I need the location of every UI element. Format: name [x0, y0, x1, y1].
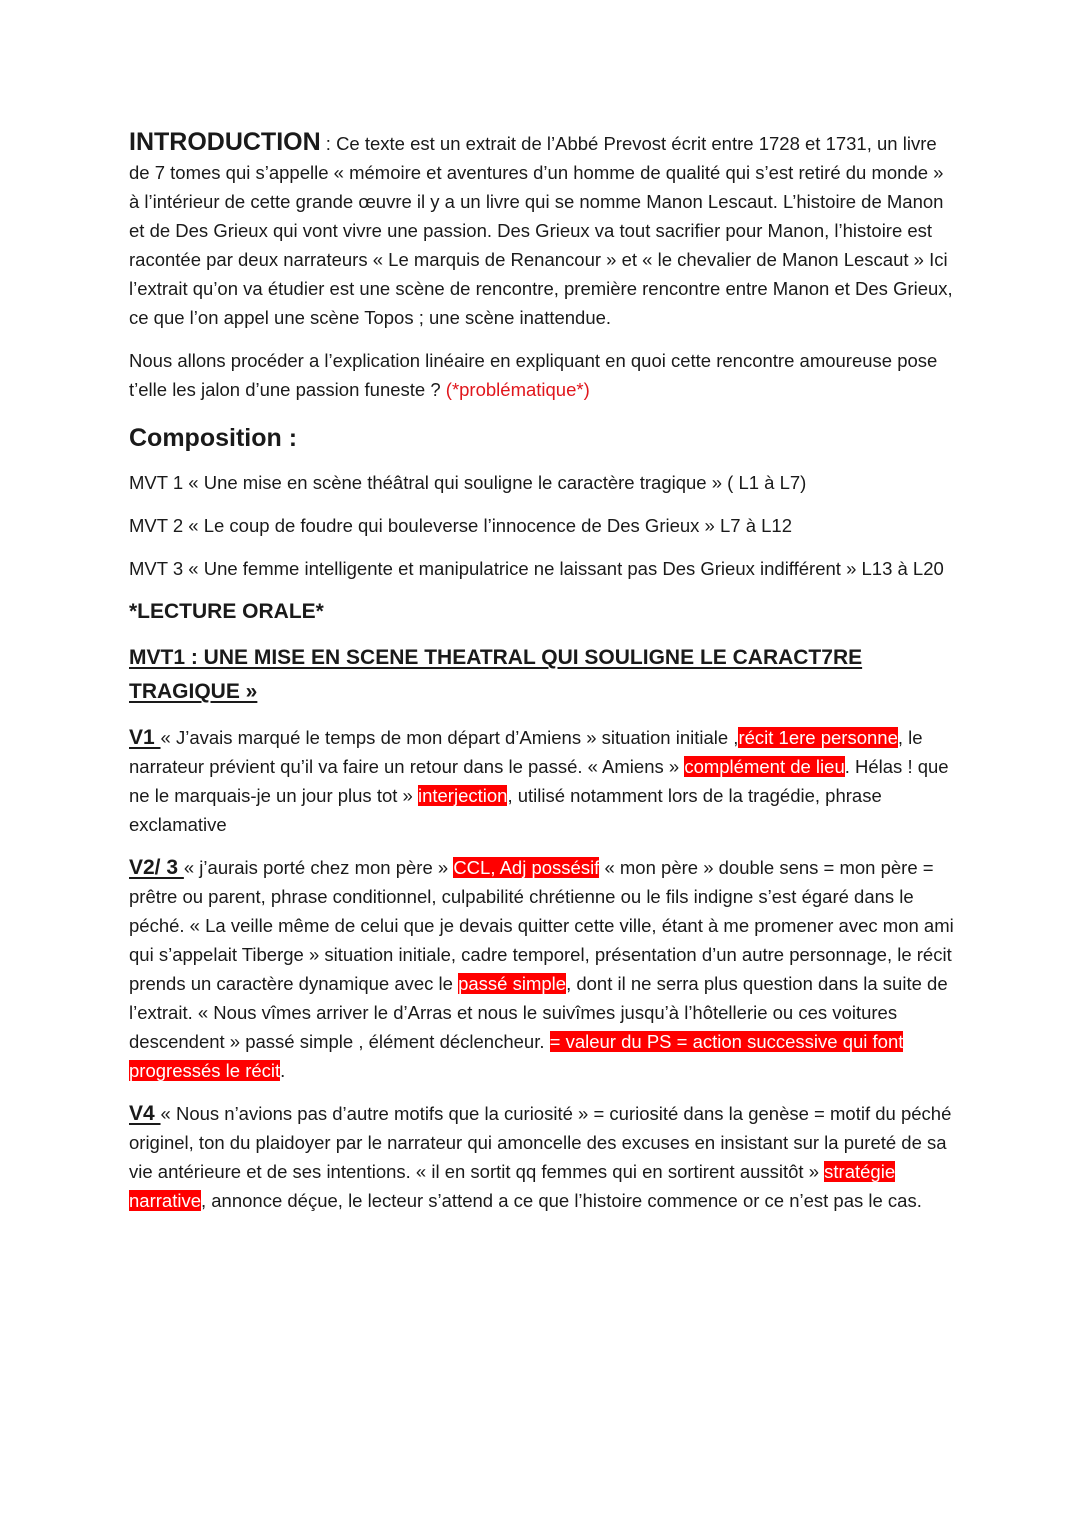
- composition-item-2: MVT 2 « Le coup de foudre qui bouleverse l’innocence de Des Grieux » L7 à L12: [129, 515, 793, 536]
- v1-text-3: . Hélas ! que ne le marquais-je un jour plus tot »: [129, 756, 949, 806]
- v1-label: V1: [129, 726, 161, 749]
- v23-text-2: « mon père » double sens = mon père = prêtre ou parent, phrase conditionnel, culpabilité chrétienne ou le fils indigne s’est égaré dans le péché. « La veille même de celui que je devais quitter cette ville, étant à me promener avec mon ami qui s’appelait Tiberge » situation initiale, cadre temporel, présentation d’un autre personnage, le récit prends un caractère dynamique avec le: [129, 857, 954, 994]
- problem-paragraph: [129, 346, 954, 404]
- v1-text-4: , utilisé notamment lors de la tragédie, phrase exclamative: [129, 785, 882, 835]
- document-page: [129, 128, 954, 1215]
- v23-highlight-2: passé simple: [458, 973, 567, 994]
- v23-text-1: « j’aurais porté chez mon père »: [183, 857, 454, 878]
- v1-highlight-3: interjection: [417, 785, 508, 806]
- v23-highlight-3: = valeur du PS = action successive qui font progressés le récit: [129, 1031, 904, 1081]
- v23-text-4: .: [280, 1060, 286, 1081]
- v4-label: V4: [129, 1102, 161, 1125]
- intro-text: : Ce texte est un extrait de l’Abbé Prevost écrit entre 1728 et 1731, un livre de 7 tomes qui s’appelle « mémoire et aventures d’un homme de qualité qui s’est retiré du monde » à l’intérieur de cette grande œuvre il y a un livre qui se nomme Manon Lescaut. L’histoire de Manon et de Des Grieux qui vont vivre une passion. Des Grieux va tout sacrifier pour Manon, l’histoire est racontée par deux narrateurs « Le marquis de Renancour » et « le chevalier de Manon Lescaut » Ici l’extrait qu’on va étudier est une scène de rencontre, première rencontre entre Manon et Des Grieux, ce que l’on appel une scène Topos ; une scène inattendue.: [129, 133, 953, 328]
- v1-highlight-1: récit 1ere personne: [738, 727, 898, 748]
- lecture-heading: *LECTURE ORALE*: [129, 600, 324, 623]
- v23-highlight-1: CCL, Adj possésif: [453, 857, 600, 878]
- v4-paragraph: [129, 1099, 954, 1215]
- composition-heading: Composition :: [129, 424, 298, 452]
- composition-item-1: MVT 1 « Une mise en scène théâtral qui souligne le caractère tragique » ( L1 à L7): [129, 472, 807, 493]
- v4-text-2: , annonce déçue, le lecteur s’attend a ce que l’histoire commence or ce n’est pas le cas.: [200, 1190, 922, 1211]
- composition-item-3: MVT 3 « Une femme intelligente et manipulatrice ne laissant pas Des Grieux indifférent » L13 à L20: [129, 558, 944, 579]
- v1-highlight-2: complément de lieu: [684, 756, 845, 777]
- v1-text-2: , le narrateur prévient qu’il va faire un retour dans le passé. « Amiens »: [129, 727, 923, 777]
- intro-paragraph: [129, 128, 954, 332]
- v23-text-3: , dont il ne serra plus question dans la suite de l’extrait. « Nous vîmes arriver le d’Arras et nous le suivîmes jusqu’à l’hôtellerie ou ces voitures descendent » passé simple , élément déclencheur.: [129, 973, 948, 1052]
- mvt1-heading: MVT1 : UNE MISE EN SCENE THEATRAL QUI SOULIGNE LE CARACT7RE TRAGIQUE »: [129, 646, 863, 703]
- v4-highlight-1: stratégie narrative: [129, 1161, 896, 1211]
- v23-paragraph: [129, 853, 954, 1085]
- problem-text: Nous allons procéder a l’explication linéaire en expliquant en quoi cette rencontre amoureuse pose t’elle les jalon d’une passion funeste ?: [129, 350, 938, 400]
- v23-label: V2/ 3: [129, 856, 184, 879]
- intro-heading: INTRODUCTION: [129, 128, 321, 156]
- v4-text-1: « Nous n’avions pas d’autre motifs que la curiosité » = curiosité dans la genèse = motif du péché originel, ton du plaidoyer par le narrateur qui amoncelle des excuses en insistant sur la pureté de sa vie antérieure et de ses intentions. « il en sortit qq femmes qui en sortirent aussitôt »: [129, 1103, 952, 1182]
- problem-tag: (*problématique*): [445, 379, 590, 400]
- v1-text-1: « J’avais marqué le temps de mon départ d’Amiens » situation initiale ,: [160, 727, 739, 748]
- v1-paragraph: [129, 723, 954, 839]
